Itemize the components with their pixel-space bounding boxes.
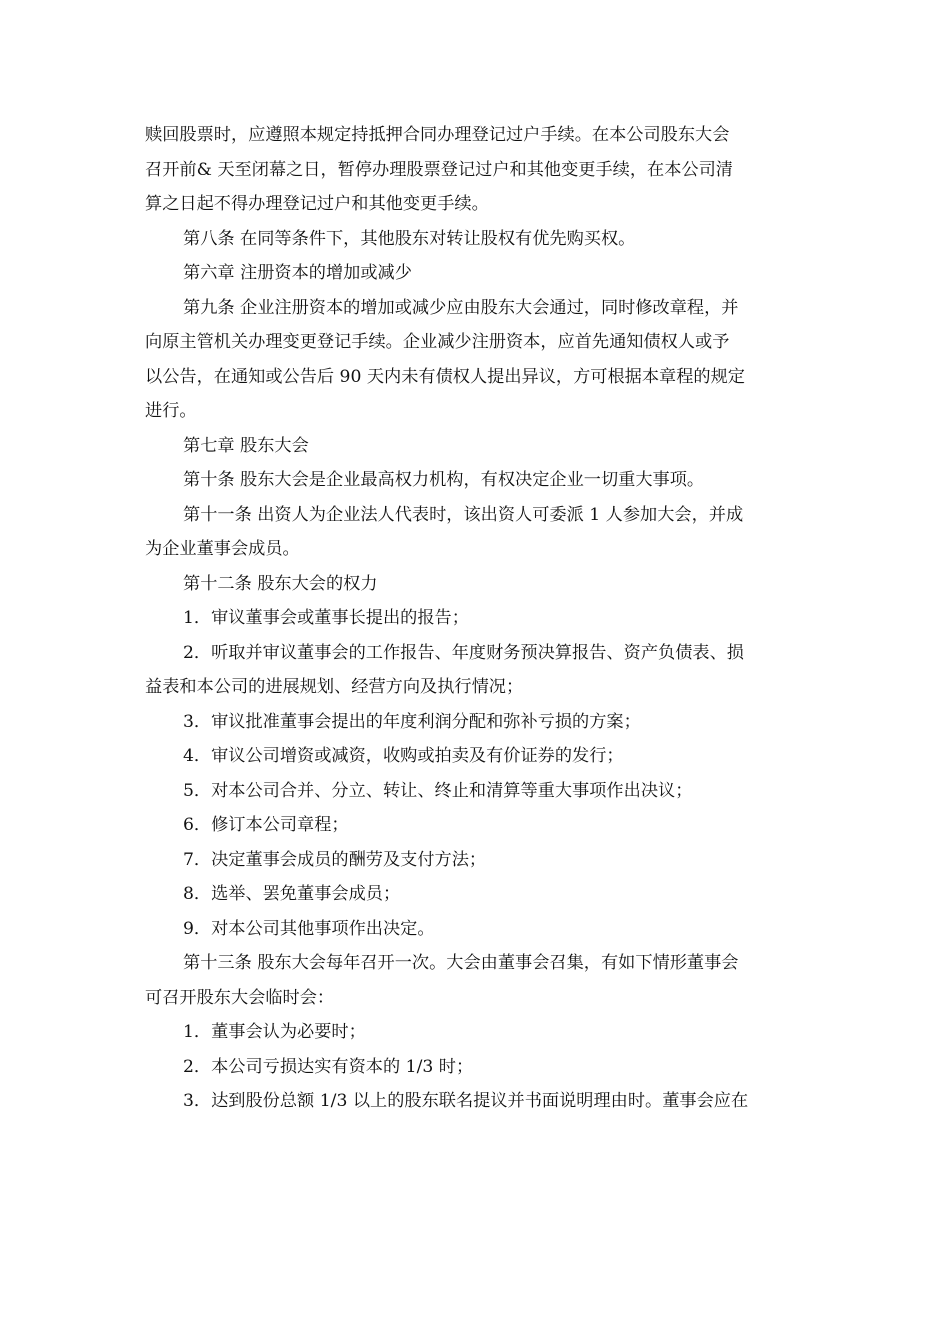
- list-item: 2．听取并审议董事会的工作报告、年度财务预决算报告、资产负债表、损: [183, 642, 744, 663]
- list-item: 3．达到股份总额 1/3 以上的股东联名提议并书面说明理由时。董事会应在: [183, 1091, 749, 1111]
- article-12: 第十二条 股东大会的权力: [183, 573, 378, 594]
- list-item: 2．本公司亏损达实有资本的 1/3 时；: [183, 1056, 474, 1077]
- list-item: 8．选举、罢免董事会成员；: [183, 884, 401, 904]
- article-11: 第十一条 出资人为企业法人代表时，该出资人可委派 1 人参加大会，并成: [183, 504, 744, 525]
- document-body: [145, 118, 807, 1119]
- text-line: 赎回股票时，应遵照本规定持抵押合同办理登记过户手续。在本公司股东大会: [145, 125, 730, 145]
- text-line: 益表和本公司的进展规划、经营方向及执行情况；: [145, 677, 524, 697]
- text-block: [145, 118, 807, 1119]
- list-item: 5．对本公司合并、分立、转让、终止和清算等重大事项作出决议；: [183, 780, 693, 801]
- list-item: 9．对本公司其他事项作出决定。: [183, 918, 435, 939]
- text-line: 为企业董事会成员。: [145, 539, 300, 559]
- article-10: 第十条 股东大会是企业最高权力机构，有权决定企业一切重大事项。: [183, 470, 705, 490]
- text-line: 可召开股东大会临时会：: [145, 987, 335, 1008]
- text-line: 召开前& 天至闭幕之日，暂停办理股票登记过户和其他变更手续，在本公司清: [145, 159, 733, 180]
- article-13: 第十三条 股东大会每年召开一次。大会由董事会召集，有如下情形董事会: [183, 953, 739, 973]
- text-line: 以公告，在通知或公告后 90 天内未有债权人提出异议，方可根据本章程的规定: [145, 366, 745, 387]
- list-item: 1．董事会认为必要时；: [183, 1022, 366, 1042]
- text-line: 向原主管机关办理变更登记手续。企业减少注册资本，应首先通知债权人或予: [145, 332, 730, 352]
- list-item: 4．审议公司增资或减资，收购或拍卖及有价证券的发行；: [183, 746, 624, 766]
- list-item: 6．修订本公司章程；: [183, 815, 349, 835]
- article-9: 第九条 企业注册资本的增加或减少应由股东大会通过，同时修改章程，并: [183, 297, 739, 318]
- chapter-7-heading: 第七章 股东大会: [183, 435, 309, 456]
- text-line: 进行。: [145, 401, 197, 421]
- list-item: 1．审议董事会或董事长提出的报告；: [183, 608, 469, 628]
- chapter-6-heading: 第六章 注册资本的增加或减少: [183, 263, 412, 283]
- text-line: 算之日起不得办理登记过户和其他变更手续。: [145, 194, 489, 214]
- list-item: 3．审议批准董事会提出的年度利润分配和弥补亏损的方案；: [183, 711, 641, 732]
- list-item: 7．决定董事会成员的酬劳及支付方法；: [183, 849, 487, 870]
- article-8: 第八条 在同等条件下，其他股东对转让股权有优先购买权。: [183, 228, 636, 249]
